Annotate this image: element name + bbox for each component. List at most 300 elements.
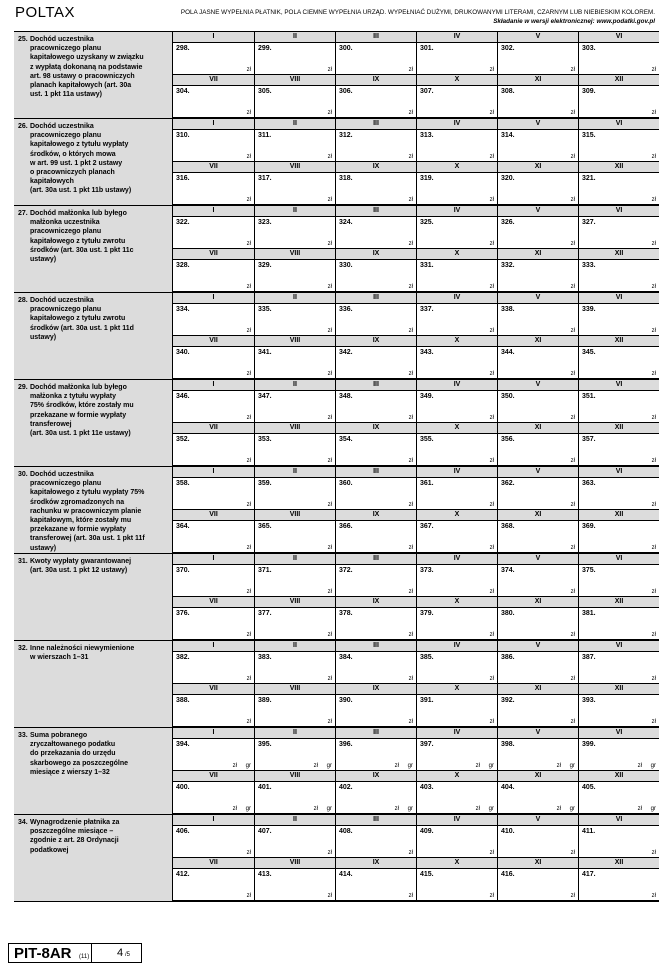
month-header: V bbox=[497, 815, 578, 825]
description-line: (art. 30a ust. 1 pkt 11e ustawy) bbox=[30, 430, 131, 438]
amount-field[interactable] bbox=[497, 303, 578, 336]
month-header: VII bbox=[172, 249, 254, 259]
currency-unit-zl: zł bbox=[570, 241, 575, 247]
field-number: 353. bbox=[258, 436, 272, 443]
month-header: XII bbox=[578, 597, 659, 607]
form-row bbox=[14, 380, 659, 467]
amount-field[interactable] bbox=[578, 477, 659, 510]
description-line: pracowniczego planu bbox=[30, 228, 102, 236]
row-description bbox=[14, 641, 172, 727]
amount-field[interactable] bbox=[416, 781, 497, 814]
amount-field[interactable] bbox=[254, 477, 335, 510]
amount-field[interactable] bbox=[497, 694, 578, 727]
description-line: małżonka z tytułu wypłaty bbox=[30, 393, 116, 401]
month-grid bbox=[172, 293, 659, 379]
month-grid bbox=[172, 32, 659, 118]
amount-field[interactable] bbox=[497, 607, 578, 640]
month-header: XI bbox=[497, 858, 578, 868]
amount-field[interactable] bbox=[254, 433, 335, 466]
amount-field[interactable] bbox=[335, 607, 416, 640]
amount-field-row bbox=[172, 390, 659, 423]
month-header: IV bbox=[416, 641, 497, 651]
field-number: 354. bbox=[339, 436, 353, 443]
field-number: 331. bbox=[420, 262, 434, 269]
field-number: 340. bbox=[176, 349, 190, 356]
amount-field[interactable] bbox=[335, 42, 416, 75]
amount-field[interactable] bbox=[335, 85, 416, 118]
amount-field[interactable] bbox=[578, 825, 659, 858]
field-number: 371. bbox=[258, 567, 272, 574]
currency-unit-zl: zł bbox=[246, 371, 251, 377]
amount-field[interactable] bbox=[497, 868, 578, 901]
currency-unit-zl: zł bbox=[651, 371, 656, 377]
currency-unit-zl: zł bbox=[651, 502, 656, 508]
month-header: I bbox=[172, 32, 254, 42]
amount-field[interactable] bbox=[416, 520, 497, 553]
amount-field[interactable] bbox=[578, 259, 659, 292]
amount-field[interactable] bbox=[578, 390, 659, 423]
amount-field[interactable] bbox=[335, 129, 416, 162]
description-line: przekazane w formie wypłaty bbox=[30, 526, 127, 534]
currency-unit-zl: zł bbox=[327, 284, 332, 290]
field-number: 400. bbox=[176, 784, 190, 791]
amount-field[interactable] bbox=[416, 825, 497, 858]
amount-field[interactable] bbox=[578, 42, 659, 75]
month-header: IV bbox=[416, 380, 497, 390]
month-header: X bbox=[416, 771, 497, 781]
description-line: o pracowniczych planach bbox=[30, 169, 115, 177]
month-header: VIII bbox=[254, 684, 335, 694]
amount-field[interactable] bbox=[578, 172, 659, 205]
amount-field[interactable] bbox=[416, 564, 497, 597]
month-header: X bbox=[416, 75, 497, 85]
currency-unit-zl: zł bbox=[408, 632, 413, 638]
amount-field[interactable] bbox=[578, 694, 659, 727]
amount-field[interactable] bbox=[416, 129, 497, 162]
amount-field[interactable] bbox=[172, 42, 254, 75]
currency-unit-zl: zł bbox=[408, 284, 413, 290]
amount-field[interactable] bbox=[172, 129, 254, 162]
month-header: XI bbox=[497, 597, 578, 607]
amount-field[interactable] bbox=[172, 825, 254, 858]
amount-field[interactable] bbox=[254, 651, 335, 684]
field-number: 370. bbox=[176, 567, 190, 574]
month-header: VIII bbox=[254, 75, 335, 85]
description-line bbox=[18, 644, 168, 653]
amount-field[interactable] bbox=[497, 651, 578, 684]
month-header: VII bbox=[172, 771, 254, 781]
amount-field[interactable] bbox=[172, 85, 254, 118]
description-line: z wypłatą dokonaną na podstawie bbox=[30, 63, 143, 71]
amount-field[interactable] bbox=[335, 303, 416, 336]
amount-field[interactable] bbox=[578, 651, 659, 684]
amount-field[interactable] bbox=[578, 607, 659, 640]
amount-field[interactable] bbox=[172, 259, 254, 292]
currency-unit-zl: zł bbox=[489, 545, 494, 551]
amount-field[interactable] bbox=[497, 564, 578, 597]
currency-unit-zl: zł bbox=[232, 763, 237, 769]
amount-field[interactable] bbox=[497, 433, 578, 466]
month-header: VII bbox=[172, 597, 254, 607]
amount-field[interactable] bbox=[335, 781, 416, 814]
month-header: X bbox=[416, 597, 497, 607]
month-header: VII bbox=[172, 510, 254, 520]
currency-unit-zl: zł bbox=[489, 241, 494, 247]
amount-field[interactable] bbox=[254, 520, 335, 553]
field-number: 384. bbox=[339, 654, 353, 661]
currency-unit-zl: zł bbox=[570, 197, 575, 203]
month-header: XI bbox=[497, 771, 578, 781]
currency-unit-zl: zł bbox=[556, 806, 561, 812]
amount-field[interactable] bbox=[254, 129, 335, 162]
amount-field[interactable] bbox=[254, 172, 335, 205]
description-line: pracowniczego planu bbox=[30, 306, 102, 314]
currency-unit-zl: zł bbox=[651, 241, 656, 247]
amount-field[interactable] bbox=[416, 738, 497, 771]
currency-unit-zl: zł bbox=[246, 197, 251, 203]
amount-field[interactable] bbox=[497, 738, 578, 771]
currency-unit-zl: zł bbox=[489, 893, 494, 899]
amount-field[interactable] bbox=[578, 433, 659, 466]
amount-field[interactable] bbox=[172, 433, 254, 466]
amount-field[interactable] bbox=[335, 651, 416, 684]
amount-field[interactable] bbox=[254, 781, 335, 814]
amount-field[interactable] bbox=[172, 781, 254, 814]
month-header: II bbox=[254, 554, 335, 564]
amount-field[interactable] bbox=[254, 694, 335, 727]
month-header-row bbox=[172, 293, 659, 303]
amount-field[interactable] bbox=[578, 564, 659, 597]
month-header-row bbox=[172, 815, 659, 825]
currency-unit-zl: zł bbox=[570, 545, 575, 551]
description-line: pracowniczego planu bbox=[30, 480, 102, 488]
currency-unit-zl: zł bbox=[570, 110, 575, 116]
amount-field[interactable] bbox=[254, 564, 335, 597]
currency-unit-zl: zł bbox=[394, 806, 399, 812]
amount-field-row bbox=[172, 651, 659, 684]
amount-field-row bbox=[172, 825, 659, 858]
row-description bbox=[14, 32, 172, 118]
amount-field[interactable] bbox=[254, 868, 335, 901]
amount-field[interactable] bbox=[497, 172, 578, 205]
field-number: 398. bbox=[501, 741, 515, 748]
amount-field[interactable] bbox=[335, 172, 416, 205]
amount-field[interactable] bbox=[254, 42, 335, 75]
month-header: V bbox=[497, 641, 578, 651]
amount-field[interactable] bbox=[254, 607, 335, 640]
amount-field[interactable] bbox=[172, 694, 254, 727]
month-header: VII bbox=[172, 858, 254, 868]
amount-field[interactable] bbox=[254, 259, 335, 292]
row-label-text: Kwoty wypłaty gwarantowanej bbox=[30, 558, 132, 565]
amount-field[interactable] bbox=[416, 607, 497, 640]
currency-unit-zl: zł bbox=[651, 632, 656, 638]
field-number: 414. bbox=[339, 871, 353, 878]
field-number: 388. bbox=[176, 697, 190, 704]
month-header: XII bbox=[578, 423, 659, 433]
description-line: środków (art. 30a ust. 1 pkt 11c bbox=[30, 246, 134, 254]
month-header-row bbox=[172, 32, 659, 42]
month-header: VI bbox=[578, 728, 659, 738]
amount-field[interactable] bbox=[172, 738, 254, 771]
currency-unit-zl: zł bbox=[246, 328, 251, 334]
description-line bbox=[18, 35, 168, 44]
amount-field[interactable] bbox=[578, 520, 659, 553]
month-header: IV bbox=[416, 554, 497, 564]
row-number: 26. bbox=[18, 123, 28, 130]
currency-unit-zl: zł bbox=[408, 415, 413, 421]
month-header: IX bbox=[335, 423, 416, 433]
row-number: 33. bbox=[18, 732, 28, 739]
field-number: 333. bbox=[582, 262, 596, 269]
month-grid bbox=[172, 641, 659, 727]
amount-field[interactable] bbox=[254, 390, 335, 423]
amount-field[interactable] bbox=[172, 564, 254, 597]
amount-field[interactable] bbox=[335, 868, 416, 901]
field-number: 365. bbox=[258, 523, 272, 530]
amount-field[interactable] bbox=[172, 477, 254, 510]
month-header: VII bbox=[172, 684, 254, 694]
description-line: środków, o których mowa bbox=[30, 150, 116, 158]
description-line bbox=[18, 296, 168, 305]
currency-unit-gr: gr bbox=[407, 763, 413, 769]
amount-field[interactable] bbox=[416, 651, 497, 684]
field-number: 377. bbox=[258, 610, 272, 617]
currency-unit-gr: gr bbox=[488, 763, 494, 769]
field-number: 392. bbox=[501, 697, 515, 704]
month-grid bbox=[172, 728, 659, 814]
currency-unit-zl: zł bbox=[651, 893, 656, 899]
field-number: 407. bbox=[258, 828, 272, 835]
currency-unit-zl: zł bbox=[651, 284, 656, 290]
description-line: art. 98 ustawy o pracowniczych bbox=[30, 72, 135, 80]
amount-field[interactable] bbox=[497, 259, 578, 292]
month-header: I bbox=[172, 293, 254, 303]
row-label-text: Dochód małżonka lub byłego bbox=[30, 210, 127, 217]
currency-unit-zl: zł bbox=[651, 154, 656, 160]
amount-field[interactable] bbox=[578, 216, 659, 249]
amount-field[interactable] bbox=[416, 259, 497, 292]
amount-field[interactable] bbox=[335, 520, 416, 553]
month-header-row bbox=[172, 249, 659, 259]
month-header: IX bbox=[335, 597, 416, 607]
amount-field[interactable] bbox=[416, 216, 497, 249]
amount-field[interactable] bbox=[335, 433, 416, 466]
field-number: 301. bbox=[420, 45, 434, 52]
currency-unit-zl: zł bbox=[489, 197, 494, 203]
month-header: I bbox=[172, 206, 254, 216]
description-line: skarbowego za poszczególne bbox=[30, 759, 129, 767]
amount-field[interactable] bbox=[416, 477, 497, 510]
amount-field[interactable] bbox=[172, 216, 254, 249]
amount-field[interactable] bbox=[172, 868, 254, 901]
amount-field[interactable] bbox=[335, 390, 416, 423]
field-number: 305. bbox=[258, 88, 272, 95]
month-header: II bbox=[254, 815, 335, 825]
form-row bbox=[14, 206, 659, 293]
amount-field[interactable] bbox=[416, 303, 497, 336]
amount-field[interactable] bbox=[416, 85, 497, 118]
amount-field[interactable] bbox=[578, 781, 659, 814]
amount-field[interactable] bbox=[416, 694, 497, 727]
currency-unit-zl: zł bbox=[327, 589, 332, 595]
month-header: X bbox=[416, 249, 497, 259]
amount-field[interactable] bbox=[497, 825, 578, 858]
currency-unit-zl: zł bbox=[408, 458, 413, 464]
amount-field[interactable] bbox=[254, 216, 335, 249]
field-number: 310. bbox=[176, 132, 190, 139]
amount-field[interactable] bbox=[578, 129, 659, 162]
amount-field[interactable] bbox=[335, 825, 416, 858]
amount-field[interactable] bbox=[335, 694, 416, 727]
field-number: 348. bbox=[339, 393, 353, 400]
currency-unit-zl: zł bbox=[327, 328, 332, 334]
amount-field-row bbox=[172, 259, 659, 292]
month-grid bbox=[172, 380, 659, 466]
row-label-text: Dochód małżonka lub byłego bbox=[30, 384, 127, 391]
amount-field[interactable] bbox=[497, 129, 578, 162]
row-label-text: Dochód uczestnika bbox=[30, 123, 94, 130]
currency-unit-zl: zł bbox=[408, 893, 413, 899]
currency-unit-zl: zł bbox=[327, 458, 332, 464]
month-header: I bbox=[172, 641, 254, 651]
amount-field-row bbox=[172, 477, 659, 510]
description-line: środków zgromadzonych na bbox=[30, 498, 125, 506]
amount-field[interactable] bbox=[497, 477, 578, 510]
amount-field[interactable] bbox=[254, 303, 335, 336]
field-number: 346. bbox=[176, 393, 190, 400]
currency-unit-zl: zł bbox=[637, 763, 642, 769]
amount-field[interactable] bbox=[497, 85, 578, 118]
amount-field[interactable] bbox=[416, 390, 497, 423]
currency-unit-zl: zł bbox=[408, 154, 413, 160]
amount-field[interactable] bbox=[497, 520, 578, 553]
month-header-row bbox=[172, 684, 659, 694]
row-label-text: Suma pobranego bbox=[30, 732, 88, 739]
field-number: 349. bbox=[420, 393, 434, 400]
amount-field[interactable] bbox=[335, 259, 416, 292]
row-number: 32. bbox=[18, 645, 28, 652]
month-header: X bbox=[416, 858, 497, 868]
month-header: XI bbox=[497, 249, 578, 259]
description-line: kapitałowym, które zostały mu bbox=[30, 517, 132, 525]
amount-field[interactable] bbox=[335, 346, 416, 379]
description-line: kapitałowego z tytułu wypłaty bbox=[30, 141, 129, 149]
month-header: I bbox=[172, 119, 254, 129]
currency-unit-zl: zł bbox=[246, 67, 251, 73]
amount-field[interactable] bbox=[416, 868, 497, 901]
amount-field[interactable] bbox=[254, 85, 335, 118]
row-number: 29. bbox=[18, 384, 28, 391]
amount-field[interactable] bbox=[254, 825, 335, 858]
amount-field[interactable] bbox=[578, 303, 659, 336]
amount-field[interactable] bbox=[335, 564, 416, 597]
field-number: 302. bbox=[501, 45, 515, 52]
amount-field[interactable] bbox=[335, 477, 416, 510]
amount-field[interactable] bbox=[254, 346, 335, 379]
amount-field[interactable] bbox=[172, 520, 254, 553]
field-number: 338. bbox=[501, 306, 515, 313]
currency-unit-zl: zł bbox=[327, 632, 332, 638]
amount-field[interactable] bbox=[497, 390, 578, 423]
month-header: IX bbox=[335, 162, 416, 172]
currency-unit-gr: gr bbox=[488, 806, 494, 812]
amount-field[interactable] bbox=[578, 868, 659, 901]
field-number: 376. bbox=[176, 610, 190, 617]
month-header: XII bbox=[578, 684, 659, 694]
electronic-filing-note: Składanie w wersji elektronicznej: www.podatki.gov.pl bbox=[493, 18, 655, 25]
amount-field[interactable] bbox=[172, 172, 254, 205]
description-line: przekazane w formie wypłaty bbox=[30, 411, 127, 419]
amount-field[interactable] bbox=[172, 651, 254, 684]
amount-field[interactable] bbox=[497, 42, 578, 75]
month-header: X bbox=[416, 336, 497, 346]
amount-field[interactable] bbox=[416, 346, 497, 379]
amount-field[interactable] bbox=[254, 738, 335, 771]
field-number: 329. bbox=[258, 262, 272, 269]
currency-unit-zl: zł bbox=[570, 632, 575, 638]
currency-unit-zl: zł bbox=[327, 502, 332, 508]
currency-unit-zl: zł bbox=[651, 589, 656, 595]
description-line: transferowej bbox=[30, 420, 72, 428]
month-header: III bbox=[335, 119, 416, 129]
month-header: IX bbox=[335, 771, 416, 781]
amount-field[interactable] bbox=[172, 607, 254, 640]
row-label-text: Dochód uczestnika bbox=[30, 36, 94, 43]
month-header: VI bbox=[578, 380, 659, 390]
currency-unit-zl: zł bbox=[489, 589, 494, 595]
amount-field[interactable] bbox=[416, 172, 497, 205]
currency-unit-zl: zł bbox=[327, 154, 332, 160]
month-header: I bbox=[172, 467, 254, 477]
month-grid bbox=[172, 119, 659, 205]
field-number: 366. bbox=[339, 523, 353, 530]
description-line: zryczałtowanego podatku bbox=[30, 741, 116, 749]
amount-field[interactable] bbox=[497, 781, 578, 814]
currency-unit-zl: zł bbox=[327, 110, 332, 116]
field-number: 359. bbox=[258, 480, 272, 487]
amount-field[interactable] bbox=[497, 216, 578, 249]
description-line: ustawy) bbox=[30, 333, 57, 341]
amount-field[interactable] bbox=[578, 738, 659, 771]
field-number: 390. bbox=[339, 697, 353, 704]
amount-field[interactable] bbox=[335, 738, 416, 771]
currency-unit-zl: zł bbox=[651, 719, 656, 725]
currency-unit-zl: zł bbox=[489, 328, 494, 334]
currency-unit-zl: zł bbox=[408, 502, 413, 508]
amount-field[interactable] bbox=[416, 42, 497, 75]
currency-unit-zl: zł bbox=[570, 67, 575, 73]
amount-field[interactable] bbox=[172, 346, 254, 379]
amount-field[interactable] bbox=[172, 390, 254, 423]
month-header-row bbox=[172, 206, 659, 216]
amount-field[interactable] bbox=[335, 216, 416, 249]
header-instruction bbox=[95, 8, 655, 26]
month-header: XII bbox=[578, 336, 659, 346]
month-header: X bbox=[416, 510, 497, 520]
amount-field[interactable] bbox=[578, 85, 659, 118]
month-header: VIII bbox=[254, 510, 335, 520]
amount-field[interactable] bbox=[172, 303, 254, 336]
row-description bbox=[14, 206, 172, 292]
amount-field[interactable] bbox=[578, 346, 659, 379]
row-description bbox=[14, 380, 172, 466]
amount-field[interactable] bbox=[416, 433, 497, 466]
month-header: VIII bbox=[254, 858, 335, 868]
field-number: 351. bbox=[582, 393, 596, 400]
currency-unit-zl: zł bbox=[570, 371, 575, 377]
amount-field[interactable] bbox=[497, 346, 578, 379]
